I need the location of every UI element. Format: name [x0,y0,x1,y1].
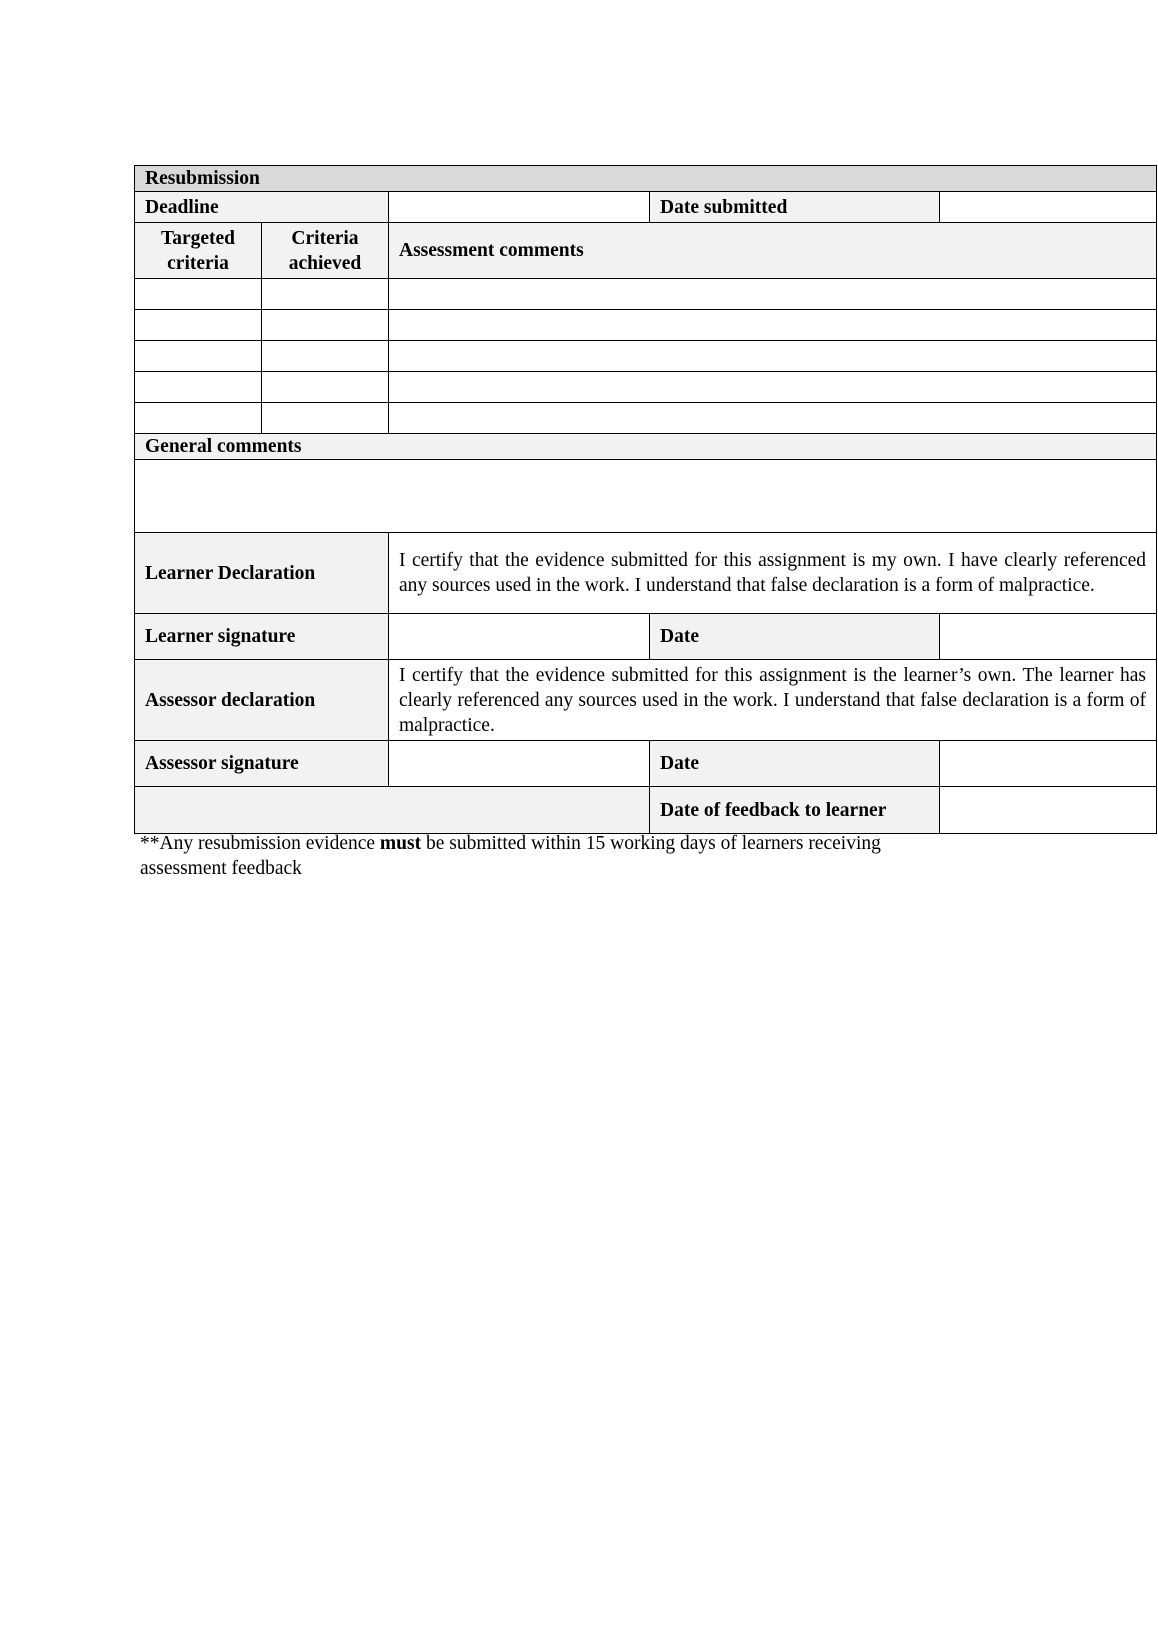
form-title: Resubmission [135,166,1157,192]
feedback-spacer-cell [135,787,650,834]
criteria-achieved-cell[interactable] [262,403,389,434]
assessor-declaration-text: I certify that the evidence submitted for this assignment is the learner’s own. The learner has clearly referenced any sources used in the work. I understand that false declaration is a form of malpractice. [389,660,1157,741]
learner-declaration-label: Learner Declaration [135,533,389,614]
criteria-row [135,279,1157,310]
learner-signature-label: Learner signature [135,614,389,660]
targeted-criteria-header: Targeted criteria [135,223,262,279]
date-submitted-label: Date submitted [650,192,940,223]
targeted-criteria-cell[interactable] [135,341,262,372]
criteria-achieved-cell[interactable] [262,341,389,372]
criteria-achieved-cell[interactable] [262,279,389,310]
learner-declaration-text: I certify that the evidence submitted for this assignment is my own. I have clearly referenced any sources used in the work. I understand that false declaration is a form of malpractice. [389,533,1157,614]
assessor-signature-label: Assessor signature [135,741,389,787]
assessment-comments-header: Assessment comments [389,223,1157,279]
assessor-date-label: Date [650,741,940,787]
assessment-comments-cell[interactable] [389,310,1157,341]
resubmission-form-table [134,165,1157,834]
criteria-row [135,341,1157,372]
criteria-row [135,403,1157,434]
footnote-text-start: **Any resubmission evidence [140,833,380,854]
footnote-text-end: be submitted within 15 working days of learners receiving assessment feedback [140,833,881,879]
general-comments-field[interactable] [135,460,1157,533]
learner-date-label: Date [650,614,940,660]
deadline-field[interactable] [389,192,650,223]
deadline-label: Deadline [135,192,389,223]
targeted-criteria-cell[interactable] [135,403,262,434]
footnote-emphasis: must [379,833,422,854]
targeted-criteria-cell[interactable] [135,310,262,341]
feedback-date-field[interactable] [940,787,1157,834]
criteria-row [135,310,1157,341]
date-submitted-field[interactable] [940,192,1157,223]
resubmission-footnote [140,831,960,881]
criteria-achieved-header: Criteria achieved [262,223,389,279]
feedback-date-label: Date of feedback to learner [650,787,940,834]
learner-signature-field[interactable] [389,614,650,660]
assessor-date-field[interactable] [940,741,1157,787]
criteria-row [135,372,1157,403]
general-comments-label: General comments [135,434,1157,460]
targeted-criteria-cell[interactable] [135,279,262,310]
learner-date-field[interactable] [940,614,1157,660]
criteria-achieved-cell[interactable] [262,372,389,403]
assessment-comments-cell[interactable] [389,372,1157,403]
assessor-declaration-label: Assessor declaration [135,660,389,741]
targeted-criteria-cell[interactable] [135,372,262,403]
assessment-comments-cell[interactable] [389,403,1157,434]
assessor-signature-field[interactable] [389,741,650,787]
assessment-comments-cell[interactable] [389,341,1157,372]
criteria-achieved-cell[interactable] [262,310,389,341]
assessment-comments-cell[interactable] [389,279,1157,310]
